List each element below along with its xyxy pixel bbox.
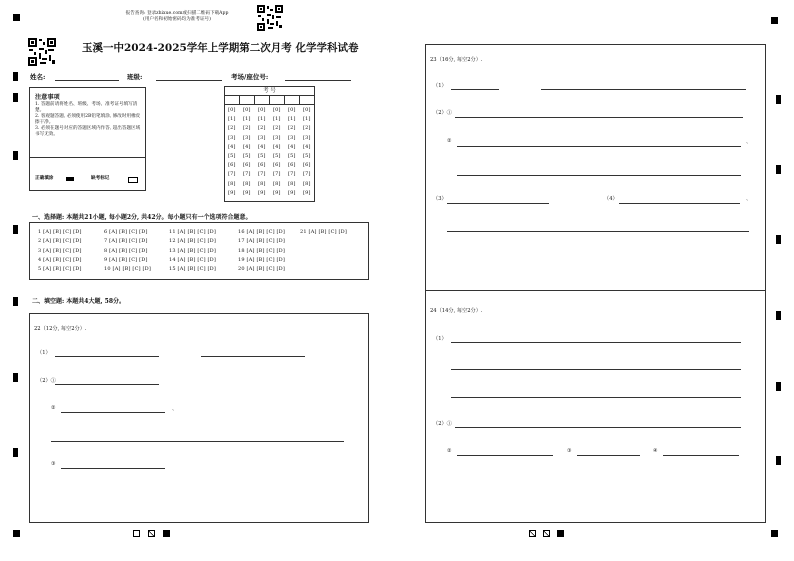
choice-row[interactable]: 21 [A] [B] [C] [D] bbox=[300, 229, 348, 235]
choice-row[interactable]: 3 [A] [B] [C] [D] bbox=[38, 247, 82, 254]
q24-header: 24（14分, 每空2分）. bbox=[430, 308, 483, 314]
choice-row[interactable]: 2 [A] [B] [C] [D] bbox=[38, 238, 82, 245]
q24-c4-label: ④ bbox=[653, 448, 658, 454]
exam-digit-bubble[interactable]: [2] bbox=[288, 125, 296, 132]
q22-p2-blank2[interactable] bbox=[61, 412, 165, 413]
exam-digit-bubble[interactable]: [0] bbox=[288, 107, 296, 113]
timing-mark bbox=[13, 151, 18, 160]
report-notice-line1: 报告查询: 登录zhixue.com或扫描二维码下载App bbox=[125, 11, 229, 16]
exam-number-label: 考 号 bbox=[225, 87, 314, 96]
q24-p1-blank3[interactable] bbox=[451, 397, 741, 398]
instruction-item: 1. 答题前请将姓名、班级、考场、准考证号填写清楚。 bbox=[35, 102, 138, 113]
exam-digit-bubble[interactable]: [0] bbox=[228, 107, 236, 113]
exam-digit-bubble[interactable]: [4] bbox=[243, 143, 251, 150]
bottom-slash-mark bbox=[529, 530, 536, 537]
timing-mark bbox=[13, 72, 18, 81]
exam-digit-bubble[interactable]: [9] bbox=[258, 189, 266, 196]
exam-digit-bubble[interactable]: [1] bbox=[258, 116, 266, 123]
exam-digit-bubble[interactable]: [8] bbox=[258, 180, 266, 187]
exam-digit-bubble[interactable]: [7] bbox=[273, 171, 281, 178]
absent-mark-box[interactable] bbox=[128, 177, 138, 183]
exam-digit-bubble[interactable]: [4] bbox=[228, 143, 236, 150]
exam-digit-bubble[interactable]: [5] bbox=[228, 153, 236, 159]
q23-p4-blank2[interactable] bbox=[447, 231, 749, 232]
exam-digit-bubble[interactable]: [3] bbox=[288, 134, 296, 141]
corner-mark-tl bbox=[13, 14, 20, 21]
q24-p2-blank2[interactable] bbox=[457, 455, 553, 456]
exam-digit-bubble[interactable]: [7] bbox=[243, 171, 251, 178]
exam-digit-bubble[interactable]: [1] bbox=[273, 116, 281, 123]
bottom-mark bbox=[557, 530, 564, 537]
q24-p2-blank4[interactable] bbox=[663, 455, 739, 456]
qr-code-header bbox=[28, 38, 56, 66]
exam-digit-bubble[interactable]: [2] bbox=[303, 125, 311, 132]
exam-digit-bubble[interactable]: [6] bbox=[303, 162, 311, 169]
exam-digit-bubble[interactable]: [1] bbox=[303, 116, 311, 123]
absent-mark-label: 缺考标记 bbox=[91, 176, 110, 181]
q23-p1-blank1[interactable] bbox=[451, 89, 499, 90]
exam-digit-bubble[interactable]: [9] bbox=[303, 189, 311, 196]
exam-digit-bubble[interactable]: [3] bbox=[273, 134, 281, 141]
q23-p2-blank1[interactable] bbox=[455, 117, 743, 118]
q22-answer-box bbox=[29, 313, 369, 523]
q24-p2-blank1[interactable] bbox=[455, 427, 741, 428]
exam-digit-bubble[interactable]: [2] bbox=[273, 125, 281, 132]
name-field[interactable] bbox=[55, 80, 119, 81]
exam-digit-bubble[interactable]: [5] bbox=[273, 153, 281, 159]
q22-p2-blank4[interactable] bbox=[61, 468, 165, 469]
q23-p2-blank2[interactable] bbox=[457, 146, 741, 147]
q24-p1-label: （1） bbox=[433, 336, 447, 342]
exam-digit-bubble[interactable]: [3] bbox=[243, 134, 251, 141]
timing-mark bbox=[776, 382, 781, 391]
q23-comma2: 、 bbox=[746, 196, 752, 202]
exam-digit-bubble[interactable]: [6] bbox=[228, 162, 236, 169]
exam-digit-bubble[interactable]: [9] bbox=[243, 189, 251, 196]
timing-mark bbox=[13, 225, 18, 234]
q24-c2-label: ② bbox=[447, 448, 452, 454]
bottom-slash-mark bbox=[543, 530, 550, 537]
choice-row[interactable]: 13 [A] [B] [C] [D] bbox=[169, 247, 217, 254]
qr-code-top bbox=[257, 5, 283, 31]
exam-digit-bubble[interactable]: [2] bbox=[228, 125, 236, 132]
choice-row[interactable]: 1 [A] [B] [C] [D] bbox=[38, 229, 82, 235]
exam-digit-bubble[interactable]: [9] bbox=[228, 189, 236, 196]
choice-row[interactable]: 17 [A] [B] [C] [D] bbox=[238, 238, 286, 245]
q22-c3-label: ③ bbox=[51, 461, 56, 467]
q23-p3-blank[interactable] bbox=[447, 203, 549, 204]
q24-p1-blank1[interactable] bbox=[451, 342, 741, 343]
choice-row[interactable]: 19 [A] [B] [C] [D] bbox=[238, 256, 286, 263]
instructions-title: 注意事项 bbox=[35, 94, 60, 101]
exam-digit-bubble[interactable]: [2] bbox=[258, 125, 266, 132]
exam-digit-bubble[interactable]: [3] bbox=[228, 134, 236, 141]
section2-title: 二、填空题: 本题共4大题, 58分。 bbox=[32, 298, 126, 305]
choice-row[interactable]: 18 [A] [B] [C] [D] bbox=[238, 247, 286, 254]
corner-mark-tr bbox=[771, 17, 778, 24]
exam-digit-bubble[interactable]: [0] bbox=[303, 107, 311, 113]
exam-digit-bubble[interactable]: [1] bbox=[228, 116, 236, 123]
exam-title: 玉溪一中2024-2025学年上学期第二次月考 化学学科试卷 bbox=[82, 42, 359, 54]
exam-digit-bubble[interactable]: [9] bbox=[273, 189, 281, 196]
corner-mark-br bbox=[771, 530, 778, 537]
q24-p1-blank2[interactable] bbox=[451, 369, 741, 370]
q23-header: 23（16分, 每空2分）. bbox=[430, 57, 483, 63]
timing-mark bbox=[776, 95, 781, 104]
exam-digit-bubble[interactable]: [4] bbox=[273, 143, 281, 150]
exam-digit-bubble[interactable]: [8] bbox=[243, 180, 251, 187]
q22-p1-label: （1） bbox=[37, 350, 51, 356]
exam-digit-bubble[interactable]: [5] bbox=[243, 153, 251, 159]
exam-digit-bubble[interactable]: [7] bbox=[228, 171, 236, 178]
q23-c2-label: ② bbox=[447, 138, 452, 144]
choice-row[interactable]: 10 [A] [B] [C] [D] bbox=[104, 266, 152, 273]
exam-digit-bubble[interactable]: [1] bbox=[243, 116, 251, 123]
exam-digit-bubble[interactable]: [7] bbox=[258, 171, 266, 178]
class-field[interactable] bbox=[156, 80, 222, 81]
q23-p4-blank1[interactable] bbox=[619, 203, 740, 204]
q23-p1-blank2[interactable] bbox=[541, 89, 746, 90]
exam-digit-bubble[interactable]: [8] bbox=[273, 180, 281, 187]
q22-c2-label: ② bbox=[51, 405, 56, 411]
instruction-item: 2. 客观题答题, 必须使用2B铅笔填涂, 修改时用橡皮擦干净。 bbox=[35, 114, 141, 125]
instructions-box bbox=[29, 87, 146, 191]
timing-mark bbox=[13, 297, 18, 306]
section1-title: 一、选择题: 本题共21小题, 每小题2分, 共42分。每小题只有一个选项符合题意。 bbox=[32, 214, 252, 221]
timing-mark bbox=[776, 311, 781, 320]
choice-row[interactable]: 20 [A] [B] [C] [D] bbox=[238, 266, 286, 273]
exam-digit-bubble[interactable]: [0] bbox=[273, 107, 281, 113]
choice-row[interactable]: 8 [A] [B] [C] [D] bbox=[104, 247, 148, 254]
exam-digit-bubble[interactable]: [6] bbox=[243, 162, 251, 169]
bottom-mark bbox=[163, 530, 170, 537]
correct-fill-label: 正确填涂 bbox=[35, 176, 54, 181]
q23-p3-label: （3） bbox=[433, 196, 447, 202]
q22-p2-blank3[interactable] bbox=[51, 441, 344, 442]
choice-row[interactable]: 12 [A] [B] [C] [D] bbox=[169, 238, 217, 245]
timing-mark bbox=[13, 448, 18, 457]
q22-p1-blank2[interactable] bbox=[201, 356, 305, 357]
name-label: 姓名: bbox=[30, 73, 46, 81]
exam-digit-bubble[interactable]: [4] bbox=[288, 143, 296, 150]
timing-mark bbox=[13, 373, 18, 382]
exam-digit-bubble[interactable]: [2] bbox=[243, 125, 251, 132]
exam-digit-bubble[interactable]: [0] bbox=[258, 107, 266, 113]
exam-digit-bubble[interactable]: [6] bbox=[273, 162, 281, 169]
q23-p2-label: （2）① bbox=[433, 110, 452, 116]
exam-digit-bubble[interactable]: [6] bbox=[258, 162, 266, 169]
right-answer-panel bbox=[425, 44, 766, 523]
timing-mark bbox=[13, 93, 18, 102]
corner-mark-bl bbox=[13, 530, 20, 537]
choice-row[interactable]: 16 [A] [B] [C] [D] bbox=[238, 229, 286, 235]
exam-digit-bubble[interactable]: [9] bbox=[288, 189, 296, 196]
q23-comma1: 、 bbox=[746, 139, 752, 145]
seat-field[interactable] bbox=[285, 80, 351, 81]
exam-digit-bubble[interactable]: [5] bbox=[288, 153, 296, 159]
choice-area bbox=[29, 222, 369, 280]
choice-row[interactable]: 5 [A] [B] [C] [D] bbox=[38, 266, 82, 273]
bottom-box-mark bbox=[133, 530, 140, 537]
correct-fill-sample bbox=[66, 177, 74, 181]
exam-number-grid bbox=[224, 86, 315, 202]
timing-mark bbox=[776, 165, 781, 174]
exam-digit-bubble[interactable]: [5] bbox=[258, 153, 266, 159]
q24-c3-label: ③ bbox=[567, 448, 572, 454]
q22-p2-label: （2）① bbox=[37, 378, 56, 384]
q22-header: 22（12分, 每空2分）. bbox=[34, 326, 87, 332]
timing-mark bbox=[776, 456, 781, 465]
exam-digit-bubble[interactable]: [8] bbox=[228, 180, 236, 187]
report-notice-line2: (用户名和初始密码均为准考证号) bbox=[143, 17, 211, 22]
exam-digit-bubble[interactable]: [3] bbox=[258, 134, 266, 141]
exam-digit-bubble[interactable]: [8] bbox=[303, 180, 311, 187]
q24-p2-label: （2）① bbox=[433, 421, 452, 427]
exam-digit-bubble[interactable]: [6] bbox=[288, 162, 296, 169]
q24-p2-blank3[interactable] bbox=[577, 455, 640, 456]
exam-digit-bubble[interactable]: [8] bbox=[288, 180, 296, 187]
exam-digit-bubble[interactable]: [1] bbox=[288, 116, 296, 123]
choice-row[interactable]: 6 [A] [B] [C] [D] bbox=[104, 229, 148, 235]
timing-mark bbox=[776, 235, 781, 244]
exam-digit-bubble[interactable]: [4] bbox=[258, 143, 266, 150]
q23-p1-label: （1） bbox=[433, 83, 447, 89]
q22-p1-blank1[interactable] bbox=[55, 356, 159, 357]
q23-p2-blank3[interactable] bbox=[457, 175, 741, 176]
exam-digit-bubble[interactable]: [4] bbox=[303, 143, 311, 150]
choice-row[interactable]: 14 [A] [B] [C] [D] bbox=[169, 256, 217, 263]
exam-digit-bubble[interactable]: [7] bbox=[288, 171, 296, 178]
class-label: 班级: bbox=[127, 73, 143, 81]
exam-digit-bubble[interactable]: [0] bbox=[243, 107, 251, 113]
q22-comma: 、 bbox=[172, 406, 178, 412]
exam-digit-bubble[interactable]: [7] bbox=[303, 171, 311, 178]
exam-digit-bubble[interactable]: [5] bbox=[303, 153, 311, 159]
bottom-slash-mark bbox=[148, 530, 155, 537]
instruction-item: 3. 必须在题号对应的答题区域内作答, 超出答题区域书写无效。 bbox=[35, 126, 141, 137]
exam-digit-bubble[interactable]: [3] bbox=[303, 134, 311, 141]
choice-row[interactable]: 11 [A] [B] [C] [D] bbox=[169, 229, 217, 235]
choice-row[interactable]: 9 [A] [B] [C] [D] bbox=[104, 256, 148, 263]
choice-row[interactable]: 15 [A] [B] [C] [D] bbox=[169, 266, 217, 273]
q23-p4-label: （4） bbox=[604, 196, 618, 202]
choice-row[interactable]: 7 [A] [B] [C] [D] bbox=[104, 238, 148, 245]
choice-row[interactable]: 4 [A] [B] [C] [D] bbox=[38, 256, 82, 263]
seat-label: 考场/座位号: bbox=[231, 73, 269, 81]
q22-p2-blank1[interactable] bbox=[55, 384, 159, 385]
